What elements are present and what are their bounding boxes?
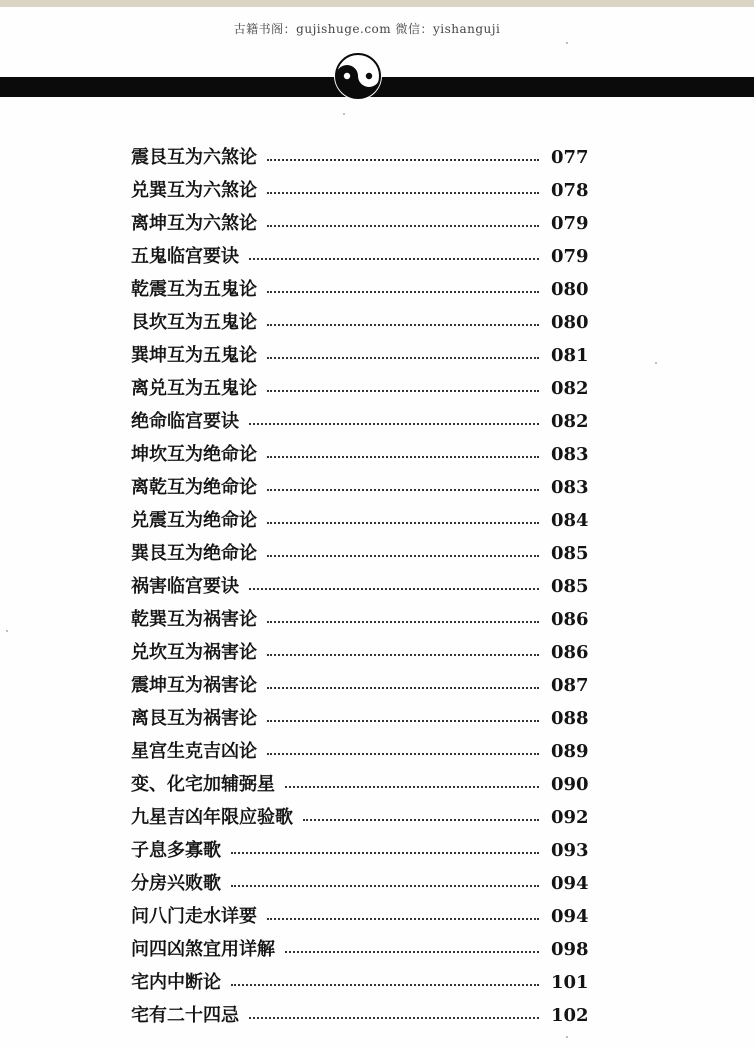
- dot-leader: [285, 786, 539, 788]
- dot-leader: [267, 159, 539, 161]
- toc-entry-title: 乾巽互为祸害论: [131, 609, 257, 630]
- dot-leader: [285, 951, 539, 953]
- toc-entry-page: 089: [551, 741, 589, 762]
- dot-leader: [267, 687, 539, 689]
- dot-leader: [267, 192, 539, 194]
- toc-entry-page: 083: [551, 444, 589, 465]
- toc-entry-title: 五鬼临宫要诀: [131, 246, 239, 267]
- paper-speck: [566, 42, 568, 44]
- toc-entry-title: 震艮互为六煞论: [131, 147, 257, 168]
- toc-entry[interactable]: [131, 801, 589, 834]
- toc-entry-page: 102: [551, 1005, 589, 1026]
- top-rule: [0, 0, 754, 7]
- toc-entry[interactable]: [131, 999, 589, 1032]
- toc-entry-title: 艮坎互为五鬼论: [131, 312, 257, 333]
- paper-speck: [566, 1036, 568, 1038]
- toc-entry-page: 094: [551, 906, 589, 927]
- toc-entry-title: 巽艮互为绝命论: [131, 543, 257, 564]
- dot-leader: [231, 984, 539, 986]
- toc-entry-page: 079: [551, 213, 589, 234]
- toc-entry[interactable]: [131, 372, 589, 405]
- toc-entry-page: 093: [551, 840, 589, 861]
- paper-speck: [6, 630, 8, 632]
- toc-entry[interactable]: [131, 867, 589, 900]
- toc-entry[interactable]: [131, 735, 589, 768]
- toc-entry[interactable]: [131, 471, 589, 504]
- toc-entry-title: 兑坎互为祸害论: [131, 642, 257, 663]
- toc-entry-page: 082: [551, 378, 589, 399]
- toc-entry[interactable]: [131, 273, 589, 306]
- toc-entry-page: 086: [551, 609, 589, 630]
- dot-leader: [249, 588, 539, 590]
- toc-entry-page: 085: [551, 543, 589, 564]
- watermark: 古籍书阁：gujishuge.com 微信：yishanguji: [233, 22, 501, 36]
- toc-entry[interactable]: [131, 570, 589, 603]
- dot-leader: [267, 291, 539, 293]
- dot-leader: [303, 819, 539, 821]
- dot-leader: [231, 885, 539, 887]
- dot-leader: [267, 555, 539, 557]
- toc-entry-title: 巽坤互为五鬼论: [131, 345, 257, 366]
- dot-leader: [267, 489, 539, 491]
- toc-entry-title: 问八门走水详要: [131, 906, 257, 927]
- toc-entry[interactable]: [131, 504, 589, 537]
- toc-entry[interactable]: [131, 933, 589, 966]
- toc-entry-title: 问四凶煞宜用详解: [131, 939, 275, 960]
- toc-entry-page: 083: [551, 477, 589, 498]
- toc-entry-page: 081: [551, 345, 589, 366]
- dot-leader: [267, 621, 539, 623]
- toc-entry[interactable]: [131, 636, 589, 669]
- toc-entry[interactable]: [131, 240, 589, 273]
- toc-entry-title: 子息多寡歌: [131, 840, 221, 861]
- toc-entry-page: 082: [551, 411, 589, 432]
- toc-entry-page: 085: [551, 576, 589, 597]
- toc-entry-page: 077: [551, 147, 589, 168]
- toc-entry[interactable]: [131, 603, 589, 636]
- toc-entry[interactable]: [131, 537, 589, 570]
- dot-leader: [267, 918, 539, 920]
- toc-entry-page: 094: [551, 873, 589, 894]
- dot-leader: [231, 852, 539, 854]
- toc-entry-page: 101: [551, 972, 589, 993]
- toc-entry[interactable]: [131, 768, 589, 801]
- toc-entry-page: 092: [551, 807, 589, 828]
- toc-entry-title: 九星吉凶年限应验歌: [131, 807, 293, 828]
- toc-entry-page: 079: [551, 246, 589, 267]
- dot-leader: [267, 225, 539, 227]
- dot-leader: [267, 324, 539, 326]
- dot-leader: [267, 753, 539, 755]
- dot-leader: [249, 423, 539, 425]
- toc-entry-title: 震坤互为祸害论: [131, 675, 257, 696]
- paper-speck: [655, 362, 657, 364]
- toc-entry-title: 离艮互为祸害论: [131, 708, 257, 729]
- toc-entry[interactable]: [131, 438, 589, 471]
- dot-leader: [249, 1017, 539, 1019]
- toc-entry-title: 乾震互为五鬼论: [131, 279, 257, 300]
- dot-leader: [267, 357, 539, 359]
- toc-entry-title: 离坤互为六煞论: [131, 213, 257, 234]
- toc-entry[interactable]: [131, 966, 589, 999]
- toc-entry-title: 绝命临宫要诀: [131, 411, 239, 432]
- dot-leader: [267, 522, 539, 524]
- toc-entry-title: 星宫生克吉凶论: [131, 741, 257, 762]
- toc-entry-title: 祸害临宫要诀: [131, 576, 239, 597]
- toc-entry-page: 088: [551, 708, 589, 729]
- toc-entry-page: 086: [551, 642, 589, 663]
- toc-entry-title: 分房兴败歌: [131, 873, 221, 894]
- toc-entry-page: 098: [551, 939, 589, 960]
- table-of-contents: [131, 141, 589, 1032]
- toc-entry-page: 090: [551, 774, 589, 795]
- toc-entry[interactable]: [131, 834, 589, 867]
- toc-entry-title: 宅内中断论: [131, 972, 221, 993]
- dot-leader: [267, 390, 539, 392]
- toc-entry-page: 078: [551, 180, 589, 201]
- toc-entry-title: 兑震互为绝命论: [131, 510, 257, 531]
- toc-entry[interactable]: [131, 900, 589, 933]
- toc-entry-title: 宅有二十四忌: [131, 1005, 239, 1026]
- dot-leader: [267, 456, 539, 458]
- toc-entry[interactable]: [131, 174, 589, 207]
- toc-entry-page: 080: [551, 312, 589, 333]
- yin-yang-icon: [334, 52, 382, 100]
- toc-entry-page: 080: [551, 279, 589, 300]
- toc-entry[interactable]: [131, 702, 589, 735]
- dot-leader: [267, 654, 539, 656]
- toc-entry[interactable]: [131, 306, 589, 339]
- toc-entry-title: 兑巽互为六煞论: [131, 180, 257, 201]
- toc-entry[interactable]: [131, 339, 589, 372]
- toc-entry[interactable]: [131, 669, 589, 702]
- toc-entry-title: 离乾互为绝命论: [131, 477, 257, 498]
- dot-leader: [249, 258, 539, 260]
- toc-entry-title: 离兑互为五鬼论: [131, 378, 257, 399]
- toc-entry-title: 坤坎互为绝命论: [131, 444, 257, 465]
- toc-entry-page: 087: [551, 675, 589, 696]
- toc-entry-title: 变、化宅加辅弼星: [131, 774, 275, 795]
- dot-leader: [267, 720, 539, 722]
- toc-entry-page: 084: [551, 510, 589, 531]
- paper-speck: [343, 113, 345, 115]
- toc-entry[interactable]: [131, 141, 589, 174]
- toc-entry[interactable]: [131, 405, 589, 438]
- toc-entry[interactable]: [131, 207, 589, 240]
